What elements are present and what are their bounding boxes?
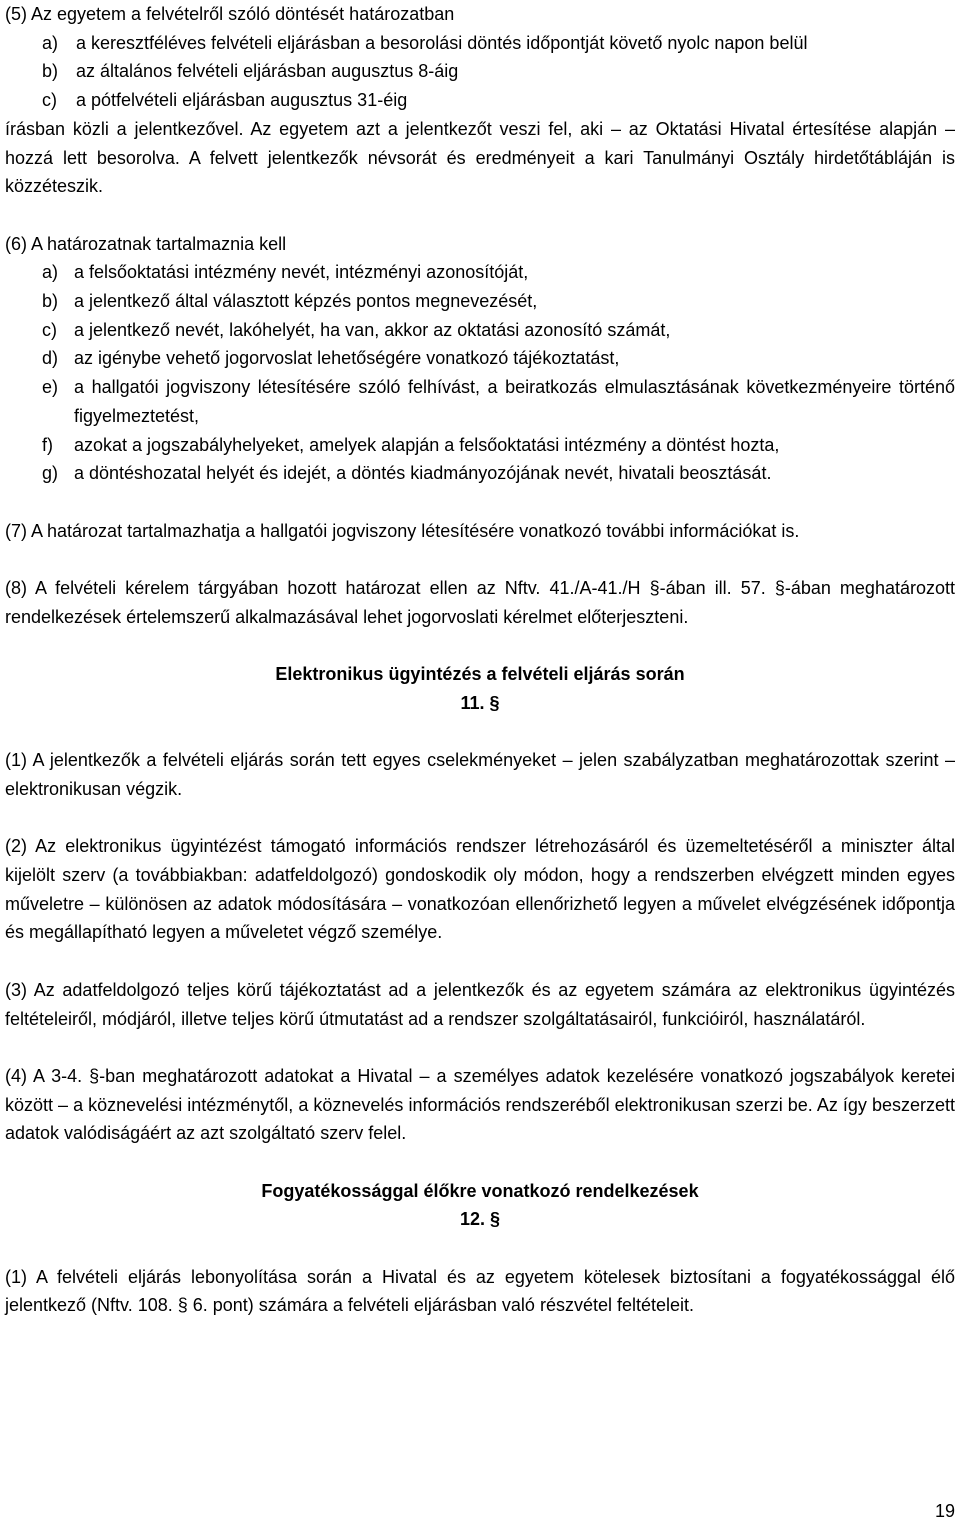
list-item-label: b) — [42, 61, 59, 82]
section-11-paragraph-4: (4) A 3-4. §-ban meghatározott adatokat a Hivatal – a személyes adatok kezelésére vonatkozó jogszabályok keretei között – a köznevelési intézménytől, a köznevelés információs rendszeréből elektronikusan szerzi be. Az így beszerzett adatok valódiságáért az azt szolgáltató szerv felel. — [5, 1065, 955, 1144]
list-item-label: a) — [42, 32, 59, 53]
list-item-label: a) — [42, 262, 59, 283]
list-item-label: g) — [42, 463, 59, 484]
list-item — [5, 316, 955, 345]
section-11-paragraph-1: (1) A jelentkezők a felvételi eljárás során tett egyes cselekményeket – jelen szabályzatban meghatározottak szerint – elektronikusan végzik. — [5, 750, 955, 799]
list-item-text: a keresztféléves felvételi eljárásban a besorolási döntés időpontját követő nyolc napon belül — [76, 32, 808, 53]
list-item — [5, 459, 955, 488]
list-item-label: c) — [42, 90, 57, 111]
section-11-paragraph-2: (2) Az elektronikus ügyintézést támogató információs rendszer létrehozásáról és üzemeltetéséről a miniszter által kijelölt szerv (a továbbiakban: adatfeldolgozó) gondoskodik oly módon, hogy a rendszerben elvégzett minden egyes műveletre – különösen az adatok módosítására – vonatkozóan ellenőrizhető legyen a művelet elvégzésének időpontja és megállapítható legyen a műveletet végző személye. — [5, 836, 955, 943]
section-11-number: 11. § — [460, 692, 500, 713]
list-item-label: c) — [42, 319, 57, 340]
paragraph-5-intro: (5) Az egyetem a felvételről szóló döntését határozatban — [5, 4, 455, 24]
paragraph-8: (8) A felvételi kérelem tárgyában hozott határozat ellen az Nftv. 41./A-41./H §-ában ill. 57. §-ában meghatározott rendelkezések értelemszerű alkalmazásával lehet jogorvoslati kérelmet előterjeszteni. — [5, 578, 955, 627]
section-11-paragraph-3: (3) Az adatfeldolgozó teljes körű tájékoztatást ad a jelentkezők és az egyetem számára az elektronikus ügyintézés feltételeiről, módjáról, illetve teljes körű útmutatást ad a rendszer szolgáltatásairól, funkcióiról, használatáról. — [5, 979, 955, 1029]
document-page — [5, 0, 955, 1320]
section-12-paragraph-1: (1) A felvételi eljárás lebonyolítása során a Hivatal és az egyetem kötelesek biztosítani a fogyatékossággal élő jelentkező (Nftv. 108. § 6. pont) számára a felvételi eljárásban való részvétel feltételeit. — [5, 1266, 955, 1316]
list-item — [5, 29, 955, 58]
list-item — [5, 86, 955, 115]
list-item-text: a jelentkező által választott képzés pontos megnevezését, — [74, 291, 538, 312]
list-item-label: e) — [42, 377, 59, 398]
list-item-text: az igénybe vehető jogorvoslat lehetőségére vonatkozó tájékoztatást, — [74, 348, 620, 369]
list-item-label: b) — [42, 291, 59, 312]
list-item — [5, 344, 955, 373]
paragraph-5-body: írásban közli a jelentkezővel. Az egyetem azt a jelentkezőt veszi fel, aki – az Oktatási Hivatal értesítése alapján – hozzá lett besorolva. A felvett jelentkezők névsorát és eredményeit a kari Tanulmányi Osztály hirdetőtábláján is közzéteszik. — [5, 118, 955, 197]
list-item — [5, 431, 955, 460]
section-12-title: Fogyatékossággal élőkre vonatkozó rendelkezések — [261, 1180, 699, 1201]
page-number: 19 — [934, 1501, 955, 1521]
list-item — [5, 258, 955, 287]
section-12-number: 12. § — [459, 1209, 501, 1230]
list-item-text: a jelentkező nevét, lakóhelyét, ha van, akkor az oktatási azonosító számát, — [74, 319, 671, 340]
paragraph-6-intro: (6) A határozatnak tartalmaznia kell — [5, 233, 287, 254]
section-11-title: Elektronikus ügyintézés a felvételi eljárás során — [275, 664, 685, 685]
list-item-label: d) — [42, 348, 59, 369]
paragraph-7: (7) A határozat tartalmazhatja a hallgatói jogviszony létesítésére vonatkozó további információkat is. — [5, 520, 800, 541]
list-item-text: a döntéshozatal helyét és idejét, a döntés kiadmányozójának nevét, hivatali beosztását. — [74, 463, 772, 484]
list-item — [5, 57, 955, 86]
list-item-label: f) — [42, 434, 53, 455]
list-item-text: a hallgatói jogviszony létesítésére szóló felhívást, a beiratkozás elmulasztásának következményeire történő figyelmeztetést, — [74, 377, 955, 426]
list-item-text: a pótfelvételi eljárásban augusztus 31-éig — [76, 90, 408, 111]
list-item-text: az általános felvételi eljárásban augusztus 8-áig — [76, 61, 459, 82]
list-item — [5, 287, 955, 316]
list-item-text: a felsőoktatási intézmény nevét, intézményi azonosítóját, — [74, 262, 529, 283]
list-item — [5, 373, 955, 430]
list-item-text: azokat a jogszabályhelyeket, amelyek alapján a felsőoktatási intézmény a döntést hozta, — [74, 434, 780, 455]
